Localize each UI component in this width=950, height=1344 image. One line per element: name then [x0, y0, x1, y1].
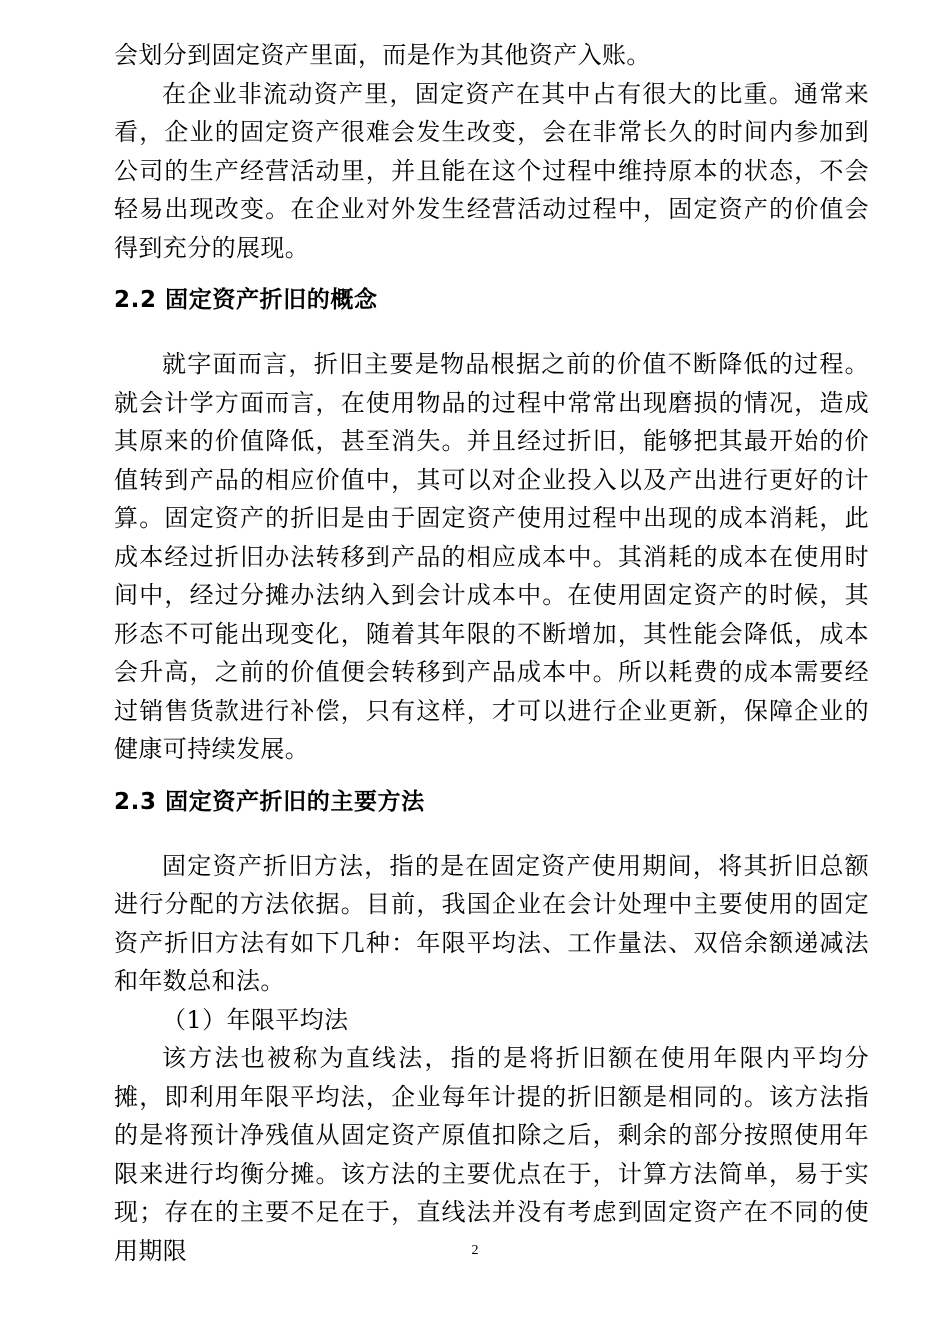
subheading-straight-line: （1）年限平均法	[162, 1005, 349, 1034]
paragraph-depreciation-methods: 固定资产折旧方法，指的是在固定资产使用期间，将其折旧总额进行分配的方法依据。目前，我国企业在会计处理中主要使用的固定资产折旧方法有如下几种：年限平均法、工作量法、双倍余额递减法和年数总和法。	[114, 851, 869, 995]
section-heading-2-2: 2.2 固定资产折旧的概念	[114, 287, 378, 313]
page-body	[114, 36, 869, 1270]
paragraph-depreciation-concept: 就字面而言，折旧主要是物品根据之前的价值不断降低的过程。就会计学方面而言，在使用物品的过程中常常出现磨损的情况，造成其原来的价值降低，甚至消失。并且经过折旧，能够把其最开始的价值转到产品的相应价值中，其可以对企业投入以及产出进行更好的计算。固定资产的折旧是由于固定资产使用过程中出现的成本消耗，此成本经过折旧办法转移到产品的相应成本中。其消耗的成本在使用时间中，经过分摊办法纳入到会计成本中。在使用固定资产的时候，其形态不可能出现变化，随着其年限的不断增加，其性能会降低，成本会升高，之前的价值便会转移到产品成本中。所以耗费的成本需要经过销售货款进行补偿，只有这样，才可以进行企业更新，保障企业的健康可持续发展。	[114, 350, 869, 763]
paragraph-continuation: 会划分到固定资产里面，而是作为其他资产入账。	[114, 41, 651, 69]
paragraph-fixed-assets-share: 在企业非流动资产里，固定资产在其中占有很大的比重。通常来看，企业的固定资产很难会发生改变，会在非常长久的时间内参加到公司的生产经营活动里，并且能在这个过程中维持原本的状态，不会轻易出现改变。在企业对外发生经营活动过程中，固定资产的价值会得到充分的展现。	[114, 79, 869, 262]
page-number: 2	[471, 1243, 479, 1258]
paragraph-straight-line-method: 该方法也被称为直线法，指的是将折旧额在使用年限内平均分摊，即利用年限平均法，企业每年计提的折旧额是相同的。该方法指的是将预计净残值从固定资产原值扣除之后，剩余的部分按照使用年限来进行均衡分摊。该方法的主要优点在于，计算方法简单，易于实现；存在的主要不足在于，直线法并没有考虑到固定资产在不同的使用期限	[114, 1044, 869, 1265]
section-heading-2-3: 2.3 固定资产折旧的主要方法	[114, 788, 425, 815]
